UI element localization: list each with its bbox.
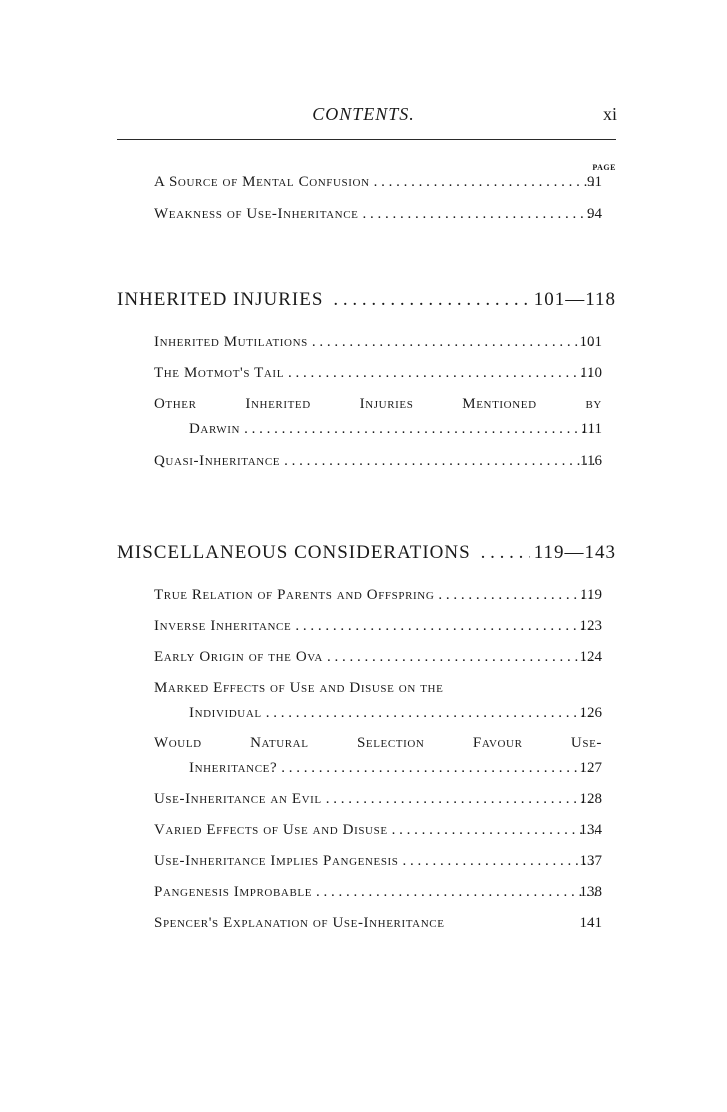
toc-entry-title-continued: Darwin xyxy=(189,421,241,437)
toc-entry[interactable] xyxy=(154,884,602,901)
toc-entry[interactable] xyxy=(154,365,602,382)
toc-entry-page: 127 xyxy=(579,760,602,776)
toc-entry-title: Spencer's Explanation of Use-Inheritance xyxy=(154,915,445,931)
leader-dots xyxy=(316,884,596,901)
leader-dots xyxy=(481,542,530,564)
toc-entry[interactable] xyxy=(154,915,602,932)
toc-entry-title: Use-Inheritance Implies Pangenesis xyxy=(154,853,399,869)
section-title: INHERITED INJURIES xyxy=(117,289,324,310)
toc-entry-word: Selection xyxy=(356,735,425,751)
toc-entry-word: Injuries xyxy=(359,396,414,412)
toc-entry-title: True Relation of Parents and Offspring xyxy=(154,587,435,603)
toc-entry-line1[interactable] xyxy=(154,680,602,697)
toc-entry-word: Mentioned xyxy=(462,396,537,412)
toc-entry-line2[interactable] xyxy=(189,705,602,722)
section-heading-miscellaneous-considerations[interactable] xyxy=(117,542,616,564)
toc-entry-line2[interactable] xyxy=(189,760,602,777)
toc-entry-line2[interactable] xyxy=(189,421,602,438)
section-heading-inherited-injuries[interactable] xyxy=(117,289,616,311)
section-page-range: 119—143 xyxy=(533,542,616,563)
toc-entry-page: 128 xyxy=(579,791,602,807)
toc-entry-title: The Motmot's Tail xyxy=(154,365,285,381)
toc-entry-title: Varied Effects of Use and Disuse xyxy=(154,822,388,838)
leader-dots xyxy=(244,421,596,438)
toc-entry-word: by xyxy=(585,396,602,412)
toc-entry-word: Natural xyxy=(250,735,309,751)
toc-entry-title: Inherited Mutilations xyxy=(154,334,308,350)
running-title: CONTENTS. xyxy=(312,104,415,124)
toc-entry-title: A Source of Mental Confusion xyxy=(154,174,370,190)
toc-entry-line1[interactable] xyxy=(154,396,602,413)
toc-entry-title: Pangenesis Improbable xyxy=(154,884,313,900)
leader-dots xyxy=(327,649,596,666)
toc-entry-page: 110 xyxy=(580,365,602,381)
toc-entry-title: Use-Inheritance an Evil xyxy=(154,791,322,807)
toc-entry-page: 101 xyxy=(579,334,602,350)
toc-entry[interactable] xyxy=(154,206,602,223)
toc-entry-page: 141 xyxy=(579,915,602,931)
toc-entry-word: Favour xyxy=(472,735,523,751)
toc-entry-page: 126 xyxy=(579,705,602,721)
toc-entry-page: 123 xyxy=(579,618,602,634)
leader-dots xyxy=(295,618,596,635)
leader-dots xyxy=(326,791,596,808)
toc-entry-page: 111 xyxy=(580,421,602,437)
toc-entry[interactable] xyxy=(154,618,602,635)
toc-entry[interactable] xyxy=(154,334,602,351)
toc-entry-page: 119 xyxy=(580,587,602,603)
leader-dots xyxy=(266,705,596,722)
leader-dots xyxy=(333,289,529,311)
leader-dots xyxy=(288,365,596,382)
toc-entry-word: Would xyxy=(154,735,202,751)
toc-entry-title: Weakness of Use-Inheritance xyxy=(154,206,359,222)
toc-entry-word: Other xyxy=(154,396,197,412)
toc-entry-page: 138 xyxy=(579,884,602,900)
toc-entry-word: Use- xyxy=(570,735,602,751)
toc-entry-title: Early Origin of the Ova xyxy=(154,649,323,665)
toc-entry-page: 137 xyxy=(579,853,602,869)
toc-entry-page: 124 xyxy=(579,649,602,665)
toc-entry-title-continued: Individual xyxy=(189,705,262,721)
toc-entry[interactable] xyxy=(154,453,602,470)
toc-entry[interactable] xyxy=(154,791,602,808)
toc-entry[interactable] xyxy=(154,174,602,191)
toc-entry-page: 94 xyxy=(587,206,602,222)
toc-entry-page: 116 xyxy=(580,453,602,469)
toc-entry[interactable] xyxy=(154,853,602,870)
toc-entry-title: Quasi-Inheritance xyxy=(154,453,281,469)
toc-entry-page: 91 xyxy=(587,174,602,190)
section-title: MISCELLANEOUS CONSIDERATIONS xyxy=(117,542,471,563)
toc-entry-word: Inherited xyxy=(245,396,311,412)
toc-entry[interactable] xyxy=(154,822,602,839)
leader-dots xyxy=(281,760,596,777)
leader-dots xyxy=(312,334,596,351)
toc-entry-title: Inverse Inheritance xyxy=(154,618,292,634)
toc-entry-title: Marked Effects of Use and Disuse on the xyxy=(154,680,444,696)
toc-entry[interactable] xyxy=(154,587,602,604)
toc-entry[interactable] xyxy=(154,649,602,666)
toc-entry-page: 134 xyxy=(579,822,602,838)
toc-entry-title-continued: Inheritance? xyxy=(189,760,278,776)
page-number: xi xyxy=(602,104,617,124)
section-page-range: 101—118 xyxy=(533,289,616,310)
page-column-label: PAGE xyxy=(592,163,616,172)
header-rule xyxy=(117,139,616,140)
leader-dots xyxy=(284,453,596,470)
toc-entry-line1[interactable] xyxy=(154,735,602,752)
